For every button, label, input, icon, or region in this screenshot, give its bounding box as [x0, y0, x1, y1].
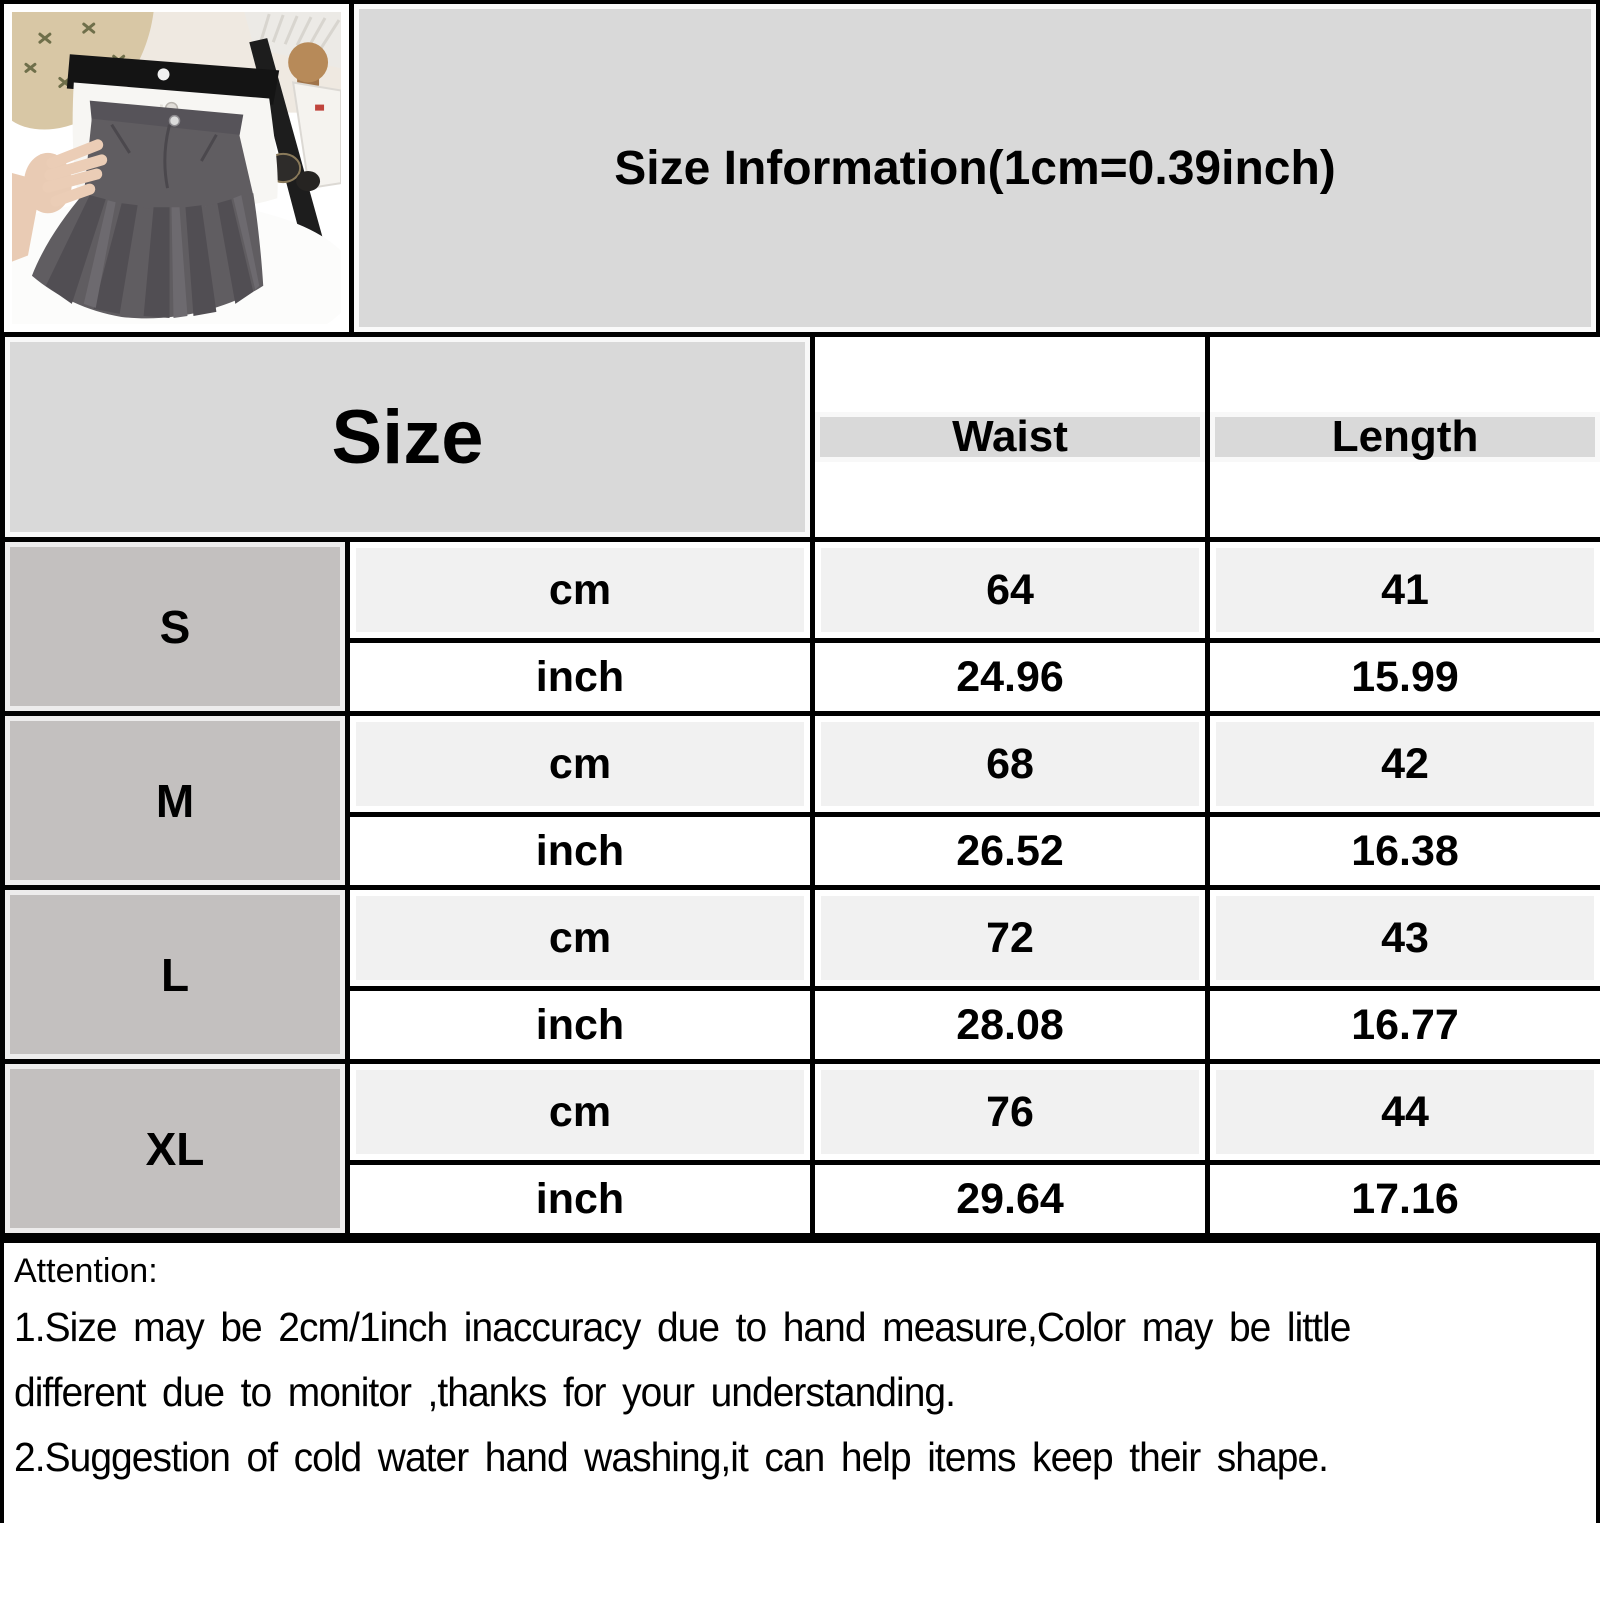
card-label: [315, 105, 324, 111]
size-l-label: L: [5, 890, 345, 1059]
unit-inch-label: inch: [350, 643, 810, 711]
table-header-row: [3, 335, 1600, 540]
unit-inch-label: inch: [350, 991, 810, 1059]
unit-cell: [348, 888, 813, 989]
l-waist-inch: 28.08: [815, 991, 1205, 1059]
table-row: [3, 540, 1600, 641]
xl-length-cm: 44: [1210, 1064, 1600, 1160]
size-m-label: M: [5, 716, 345, 885]
value-cell: [813, 888, 1208, 989]
attention-section: [0, 1238, 1600, 1523]
value-cell: [813, 641, 1208, 714]
size-xl-cell: [3, 1062, 348, 1236]
unit-cm-label: cm: [350, 716, 810, 812]
unit-cm-label: cm: [350, 542, 810, 638]
size-xl-label: XL: [5, 1064, 345, 1233]
s-length-inch: 15.99: [1210, 643, 1600, 711]
xl-waist-inch: 29.64: [815, 1165, 1205, 1233]
skirt-button: [170, 116, 180, 126]
l-length-cm: 43: [1210, 890, 1600, 986]
unit-inch-label: inch: [350, 817, 810, 885]
s-waist-cm: 64: [815, 542, 1205, 638]
size-l-cell: [3, 888, 348, 1062]
l-waist-cm: 72: [815, 890, 1205, 986]
size-s-label: S: [5, 542, 345, 711]
size-m-cell: [3, 714, 348, 888]
table-row: [3, 714, 1600, 815]
unit-cell: [348, 1163, 813, 1236]
value-cell: [1208, 714, 1600, 815]
unit-cell: [348, 540, 813, 641]
unit-cell: [348, 989, 813, 1062]
value-cell: [813, 540, 1208, 641]
header-length-cell: [1208, 335, 1600, 540]
size-table: [0, 332, 1600, 1238]
product-photo: [12, 12, 341, 324]
s-waist-inch: 24.96: [815, 643, 1205, 711]
size-s-cell: [3, 540, 348, 714]
page-title: Size Information(1cm=0.39inch): [614, 141, 1336, 195]
s-length-cm: 41: [1210, 542, 1600, 638]
unit-cell: [348, 714, 813, 815]
m-waist-inch: 26.52: [815, 817, 1205, 885]
m-waist-cm: 68: [815, 716, 1205, 812]
unit-cell: [348, 815, 813, 888]
unit-cm-label: cm: [350, 1064, 810, 1160]
unit-cell: [348, 641, 813, 714]
value-cell: [813, 815, 1208, 888]
unit-cell: [348, 1062, 813, 1163]
value-cell: [1208, 888, 1600, 989]
value-cell: [1208, 1163, 1600, 1236]
xl-waist-cm: 76: [815, 1064, 1205, 1160]
xl-length-inch: 17.16: [1210, 1165, 1600, 1233]
header-size-label: Size: [5, 337, 810, 537]
attention-heading: Attention:: [14, 1252, 158, 1290]
value-cell: [1208, 989, 1600, 1062]
header-length-label: Length: [1210, 412, 1600, 462]
l-length-inch: 16.77: [1210, 991, 1600, 1059]
table-row: [3, 1062, 1600, 1163]
value-cell: [1208, 641, 1600, 714]
product-photo-cell: [4, 4, 354, 332]
m-length-cm: 42: [1210, 716, 1600, 812]
value-cell: [813, 714, 1208, 815]
value-cell: [1208, 1062, 1600, 1163]
value-cell: [813, 989, 1208, 1062]
value-cell: [1208, 540, 1600, 641]
title-banner: [354, 4, 1596, 332]
value-cell: [1208, 815, 1600, 888]
m-length-inch: 16.38: [1210, 817, 1600, 885]
header-waist-label: Waist: [815, 412, 1205, 462]
table-row: [3, 888, 1600, 989]
top-section: [0, 0, 1600, 332]
value-cell: [813, 1062, 1208, 1163]
attention-line-3: 2.Suggestion of cold water hand washing,it can help items keep their shape.: [14, 1434, 1329, 1480]
header-waist-cell: [813, 335, 1208, 540]
header-size-cell: [3, 335, 813, 540]
attention-line-1: 1.Size may be 2cm/1inch inaccuracy due to hand measure,Color may be little: [14, 1304, 1351, 1350]
attention-line-2: different due to monitor ,thanks for your understanding.: [14, 1369, 955, 1415]
unit-inch-label: inch: [350, 1165, 810, 1233]
value-cell: [813, 1163, 1208, 1236]
unit-cm-label: cm: [350, 890, 810, 986]
